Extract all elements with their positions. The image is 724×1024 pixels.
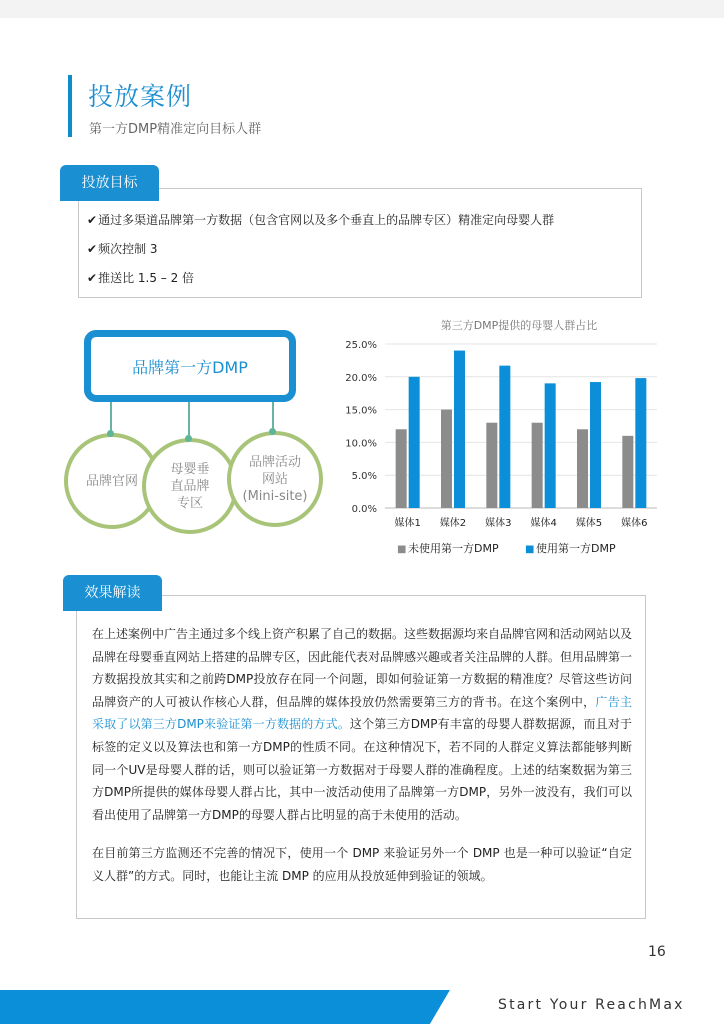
- bar-without-dmp: [441, 410, 452, 508]
- bar-without-dmp: [532, 423, 543, 508]
- goal-item: [87, 270, 554, 299]
- connector-dot-2: [185, 435, 192, 442]
- legend-label: 使用第一方DMP: [536, 542, 616, 555]
- effect-tag: 效果解读: [63, 575, 162, 611]
- bar-with-dmp: [590, 382, 601, 508]
- goal-item-text: 通过多渠道品牌第一方数据（包含官网以及多个垂直上的品牌专区）精准定向母婴人群: [98, 213, 555, 227]
- goal-item: [87, 212, 554, 241]
- page-title: 投放案例: [88, 82, 193, 111]
- effect-text: 这个第三方DMP有丰富的母婴人群数据源，而且对于标签的定义以及算法也和第一方DMP的性质不同。在这种情况下，若不同的人群定义算法都能够判断同一个UV是母婴人群的话，则可以验证第一方数据对于母婴人群的准确程度。上述的结案数据为第三方DMP所提供的媒体母婴人群占比，其中一波活动使用了品牌第一方DMP，另外一波没有，我们可以看出使用了品牌第一方DMP的母婴人群占比明显的高于未使用的活动。: [92, 717, 632, 822]
- effect-highlight: 广告主采取了以第三方DMP来验证第一方数据的方式。: [92, 694, 632, 732]
- x-tick-label: 媒体1: [394, 518, 421, 529]
- goal-list: [87, 212, 554, 299]
- bar-with-dmp: [635, 378, 646, 508]
- bar-without-dmp: [486, 423, 497, 508]
- y-tick-label: 10.0%: [345, 438, 377, 450]
- circle-label-line: 直品牌: [170, 478, 210, 494]
- goal-tag: 投放目标: [60, 165, 159, 201]
- circle-vertical-zone: [142, 438, 238, 534]
- y-tick-label: 25.0%: [345, 340, 377, 351]
- connector-dot-1: [107, 430, 114, 437]
- bar-with-dmp: [409, 377, 420, 508]
- brand-dmp-box: 品牌第一方DMP: [84, 330, 296, 402]
- circle-minisite: [227, 431, 323, 527]
- y-tick-label: 20.0%: [345, 372, 377, 384]
- page-subtitle: 第一方DMP精准定向目标人群: [89, 122, 262, 137]
- circle-label-line: 专区: [176, 495, 203, 511]
- circle-label-line: 母婴垂: [170, 461, 210, 477]
- y-tick-label: 5.0%: [351, 471, 377, 483]
- chart-title: 第三方DMP提供的母婴人群占比: [440, 319, 598, 332]
- effect-paragraph-2: 在目前第三方监测还不完善的情况下，使用一个 DMP 来验证另外一个 DMP 也是一种可以验证“自定义人群”的方式。同时，也能让主流 DMP 的应用从投放延伸到验证的领域。: [92, 846, 632, 883]
- top-band: [0, 0, 724, 18]
- bar-without-dmp: [622, 436, 633, 508]
- legend-label: 未使用第一方DMP: [408, 542, 499, 555]
- goal-item: [87, 241, 554, 270]
- x-tick-label: 媒体5: [575, 518, 603, 529]
- circle-label-line: (Mini-site): [242, 488, 308, 504]
- goal-item-text: 频次控制 3: [98, 242, 158, 256]
- bar-without-dmp: [577, 429, 588, 508]
- goal-item-text: 推送比 1.5 – 2 倍: [98, 271, 195, 285]
- connector-dot-3: [269, 428, 276, 435]
- bar-chart: [335, 312, 675, 567]
- x-tick-label: 媒体2: [439, 518, 467, 529]
- x-tick-label: 媒体6: [621, 518, 648, 529]
- legend-marker: ■: [525, 544, 535, 555]
- x-tick-label: 媒体3: [485, 518, 512, 529]
- bar-with-dmp: [545, 383, 556, 508]
- page-number: 16: [648, 944, 666, 960]
- bar-with-dmp: [454, 351, 465, 508]
- y-tick-label: 0.0%: [351, 504, 377, 515]
- legend-marker: ■: [397, 544, 407, 555]
- bar-without-dmp: [396, 429, 407, 508]
- bar-with-dmp: [499, 366, 510, 508]
- footer-slogan: Start Your ReachMax: [498, 997, 685, 1013]
- circle-label-line: 品牌活动: [248, 454, 301, 470]
- check-icon: ✔: [87, 242, 98, 256]
- effect-paragraph-1: [92, 623, 632, 826]
- circle-label-line: 网站: [261, 471, 288, 487]
- y-tick-label: 15.0%: [345, 405, 377, 417]
- check-icon: ✔: [87, 271, 98, 285]
- check-icon: ✔: [87, 213, 98, 227]
- circle-label: 品牌官网: [85, 473, 138, 489]
- title-accent-bar: [68, 75, 72, 137]
- effect-text: 在上述案例中广告主通过多个线上资产积累了自己的数据。这些数据源均来自品牌官网和活动网站以及品牌在母婴垂直网站上搭建的品牌专区，因此能代表对品牌感兴趣或者关注品牌的人群。但用品牌第一方数据投放其实和之前跨DMP投放存在同一个问题，即如何验证第一方数据的精准度？尽管这些访问品牌资产的人可被认作核心人群，但品牌的媒体投放仍然需要第三方的背书。在这个案例中，: [92, 627, 633, 709]
- x-tick-label: 媒体4: [530, 518, 557, 529]
